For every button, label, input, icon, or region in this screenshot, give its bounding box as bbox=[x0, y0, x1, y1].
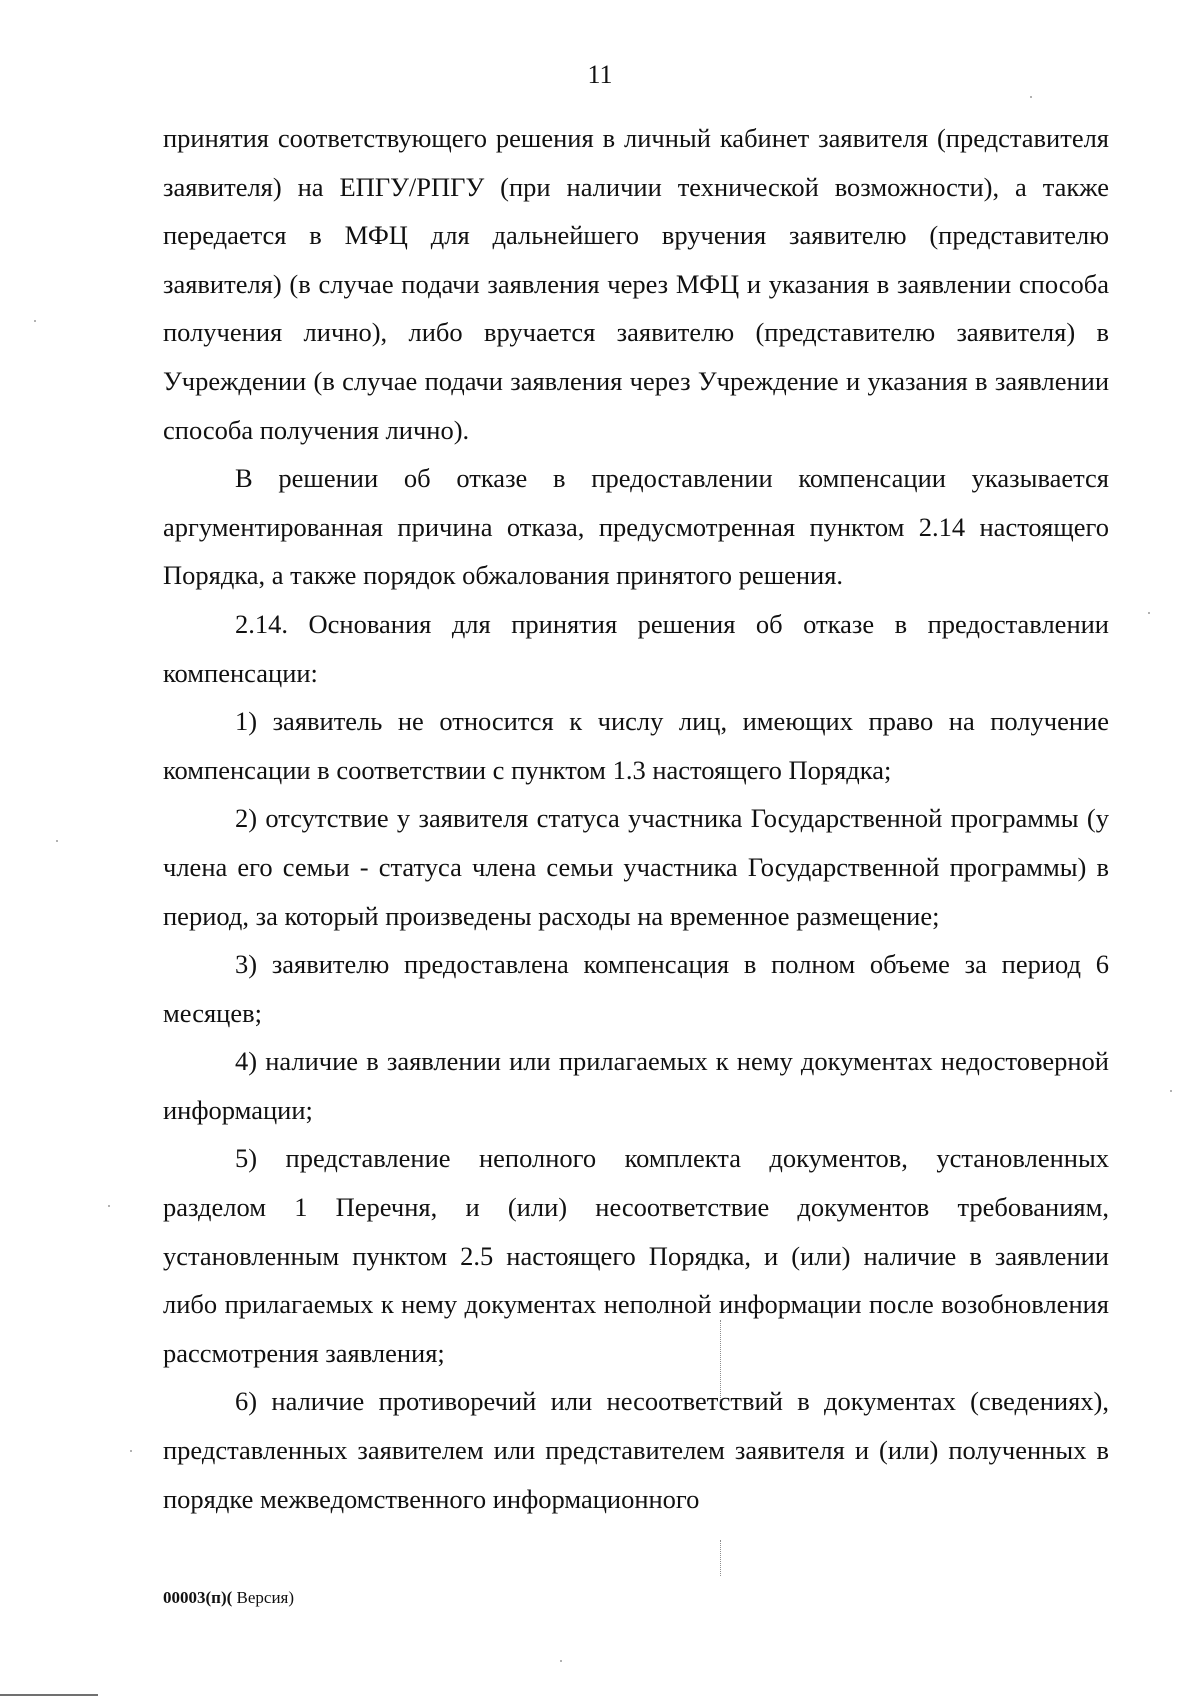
paragraph-refusal-decision: В решении об отказе в предоставлении компенсации указывается аргументированная причина отказа, предусмотренная пунктом 2.14 настоящего Порядка, а также порядок обжалования принятого решения. bbox=[163, 463, 1109, 591]
footer-document-code bbox=[163, 1588, 294, 1608]
scan-speck bbox=[1148, 612, 1150, 614]
scan-artifact-dots bbox=[720, 1320, 721, 1400]
document-body bbox=[163, 114, 1109, 1523]
paragraph-section-2-14: 2.14. Основания для принятия решения об отказе в предоставлении компенсации: bbox=[163, 608, 1109, 688]
scan-artifact-dots bbox=[720, 1540, 721, 1576]
list-item-5: 5) представление неполного комплекта документов, установленных разделом 1 Перечня, и (или) несоответствие документов требованиям, установленным пунктом 2.5 настоящего Порядка, и (или) наличие в заявлении либо прилагаемых к нему документах неполной информации после возобновления рассмотрения заявления; bbox=[163, 1143, 1109, 1368]
scan-speck bbox=[56, 840, 58, 842]
scan-speck bbox=[1030, 96, 1032, 98]
list-item-4: 4) наличие в заявлении или прилагаемых к нему документах недостоверной информации; bbox=[163, 1046, 1109, 1125]
scan-speck bbox=[108, 1205, 110, 1207]
page-number: 11 bbox=[587, 60, 613, 89]
list-item-2: 2) отсутствие у заявителя статуса участника Государственной программы (у члена его семьи - статуса члена семьи участника Государственной программы) в период, за который произведены расходы на временное размещение; bbox=[163, 803, 1109, 931]
scan-speck bbox=[560, 1660, 562, 1662]
footer-version: Версия) bbox=[232, 1588, 295, 1607]
footer-code: 00003(п)( bbox=[163, 1588, 233, 1607]
paragraph-continuation: принятия соответствующего решения в личный кабинет заявителя (представителя заявителя) на ЕПГУ/РПГУ (при наличии технической возможности), а также передается в МФЦ для дальнейшего вручения заявителю (представителю заявителя) (в случае подачи заявления через МФЦ и указания в заявлении способа получения лично), либо вручается заявителю (представителю заявителя) в Учреждении (в случае подачи заявления через Учреждение и указания в заявлении способа получения лично). bbox=[163, 123, 1109, 445]
scan-speck bbox=[130, 1450, 132, 1452]
list-item-3: 3) заявителю предоставлена компенсация в полном объеме за период 6 месяцев; bbox=[163, 949, 1109, 1028]
list-item-1: 1) заявитель не относится к числу лиц, имеющих право на получение компенсации в соответствии с пунктом 1.3 настоящего Порядка; bbox=[163, 706, 1109, 785]
list-item-6: 6) наличие противоречий или несоответствий в документах (сведениях), представленных заявителем или представителем заявителя и (или) полученных в порядке межведомственного информационного bbox=[163, 1386, 1109, 1514]
scan-speck bbox=[34, 320, 36, 322]
scan-speck bbox=[1170, 1090, 1172, 1092]
scan-artifact-line bbox=[0, 1694, 98, 1696]
